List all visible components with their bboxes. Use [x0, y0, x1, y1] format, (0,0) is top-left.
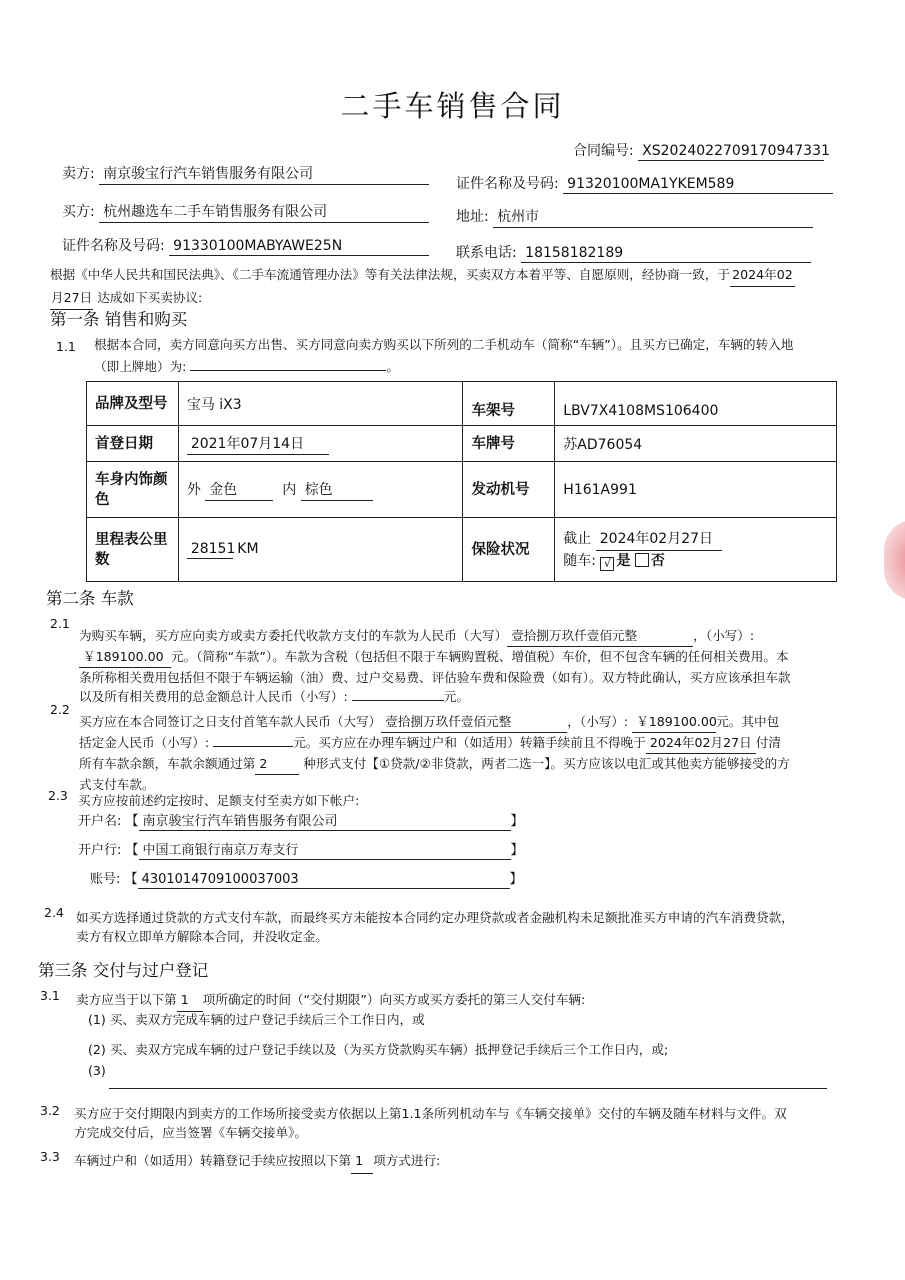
account-number-label: 账号: — [90, 872, 121, 887]
account-number-value: 4301014709100037003 — [138, 872, 510, 889]
seal-stamp-partial — [884, 520, 905, 600]
follow-no: 否 — [650, 552, 665, 569]
buyer-id-label: 证件名称及号码: — [62, 238, 165, 254]
destination-blank — [190, 369, 386, 371]
clause-text: 种形式支付【①贷款/②非贷款，两者二选一】。买方应该以电汇或其他卖方能够接受的方 — [303, 756, 790, 771]
seller-label: 卖方: — [62, 166, 95, 182]
exterior-color: 金色 — [205, 479, 273, 501]
engine-value: H161A991 — [555, 462, 837, 518]
clause-text: ，（小写）: — [567, 714, 629, 729]
intro-date-part1: 2024年02 — [730, 264, 795, 287]
clause-2-1 — [79, 626, 839, 706]
clause-text: 卖方有权立即单方解除本合同，并没收定金。 — [76, 929, 328, 944]
clause-3-3 — [74, 1150, 440, 1174]
clause-text: 括定金人民币（小写）: — [79, 735, 210, 750]
clause-text: 买方应在本合同签订之日支付首笔车款人民币（大写） — [79, 714, 382, 729]
intro-text: 根据《中华人民共和国民法典》、《二手车流通管理办法》等有关法律法规，买卖双方本着平等、自愿原则，经协商一致，于 — [50, 267, 731, 282]
clause-text: （即上牌地）为: — [94, 359, 187, 374]
contract-number — [573, 140, 830, 161]
registration-item: 1 — [351, 1150, 373, 1174]
clause-text: 条所称相关费用包括但不限于车辆运输（油）费、过户交易费、评估验车费和保险费（如有）。双方特此确认，买方应该承担车款 — [79, 670, 791, 685]
plate-label: 车牌号 — [463, 426, 555, 462]
insurance-prefix: 截止 — [563, 530, 592, 547]
account-name-label: 开户名: — [78, 814, 122, 829]
buyer-label: 买方: — [62, 204, 95, 220]
clause-2-3-text: 买方应按前述约定按时、足额支付至卖方如下帐户: — [78, 793, 360, 808]
clause-text: 如买方选择通过贷款的方式支付车款，而最终买方未能按本合同约定办理贷款或者金融机构未足额批准买方申请的汽车消费贷款， — [76, 910, 794, 925]
buyer-phone-value: 18158182189 — [521, 245, 811, 263]
clause-text: 项所确定的时间（“交付期限”）向买方或买方委托的第三人交付车辆: — [202, 992, 586, 1007]
buyer-row — [62, 201, 429, 223]
table-row — [87, 462, 837, 518]
clause-number: 2.1 — [50, 616, 70, 631]
clause-text: 买方应于交付期限内到卖方的工作场所接受卖方依据以上第1.1条所列机动车与《车辆交接单》交付的车辆及随车材料与文件。双 — [74, 1106, 787, 1121]
clause-number: 3.2 — [40, 1103, 60, 1118]
account-number-row — [90, 868, 523, 889]
payment-deadline: 2024年02月27日 — [646, 733, 756, 754]
first-payment-amount: ￥189100.00 — [632, 712, 716, 733]
table-row — [87, 426, 837, 462]
buyer-name: 杭州趣选车二手车销售服务有限公司 — [99, 201, 429, 223]
exterior-prefix: 外 — [186, 481, 201, 498]
seller-row — [62, 163, 429, 185]
vin-value: LBV7X4108MS106400 — [555, 382, 837, 426]
plate-value: 苏AD76054 — [555, 426, 837, 462]
clause-number: 3.3 — [40, 1149, 60, 1164]
page-title: 二手车销售合同 — [340, 89, 565, 123]
clause-text: 。 — [386, 359, 400, 374]
brand-label: 品牌及型号 — [87, 382, 179, 426]
buyer-address-label: 地址: — [456, 209, 489, 225]
clause-text: 方完成交付后，应当签署《车辆交接单》。 — [74, 1125, 307, 1140]
bracket: 】 — [509, 872, 523, 887]
buyer-id-row — [62, 235, 429, 256]
contract-number-value: XS2024022709170947331 — [638, 143, 824, 161]
interior-prefix: 内 — [282, 481, 297, 498]
color-label: 车身内饰颜色 — [87, 462, 179, 518]
clause-text: 所有车款余额，车款余额通过第 — [79, 756, 256, 771]
bank-label: 开户行: — [78, 843, 122, 858]
regdate-value: 2021年07月14日 — [187, 433, 329, 455]
insurance-date: 2024年02月27日 — [596, 529, 722, 551]
option-3-blank — [109, 1088, 827, 1089]
clause-text: 式支付车款。 — [79, 777, 155, 792]
brand-value: 宝马 iX3 — [178, 382, 463, 426]
buyer-address-row — [456, 206, 813, 228]
regdate-label: 首登日期 — [87, 426, 179, 462]
clause-number: 2.2 — [50, 702, 70, 717]
buyer-id-value: 91330100MABYAWE25N — [169, 238, 429, 256]
mileage-value: 28151 — [187, 541, 233, 559]
clause-text: 元。 — [443, 689, 469, 704]
article-2-heading: 第二条 车款 — [46, 589, 134, 608]
table-row — [87, 382, 837, 426]
follow-yes: 是 — [616, 552, 631, 569]
bracket: 【 — [124, 872, 138, 887]
checkbox-checked — [600, 557, 614, 571]
follow-label: 随车: — [563, 552, 597, 569]
intro-text-end: 达成如下买卖协议: — [97, 290, 203, 305]
option-2: (2) 买、卖双方完成车辆的过户登记手续以及（为买方贷款购买车辆）抵押登记手续后三个工作日内，或; — [88, 1042, 669, 1057]
seller-id-label: 证件名称及号码: — [456, 176, 559, 192]
clause-text: 付清 — [755, 735, 781, 750]
clause-text: 根据本合同，卖方同意向买方出售、买方同意向卖方购买以下所列的二手机动车（简称“车辆”）。且买方已确定，车辆的转入地 — [94, 337, 794, 352]
price-in-words: 壹拾捌万玖仟壹佰元整 — [507, 626, 693, 647]
clause-text: 以及所有相关费用的总金额总计人民币（小写）: — [79, 689, 348, 704]
option-3: (3) — [88, 1063, 106, 1078]
vehicle-info-table — [86, 381, 837, 582]
insurance-label: 保险状况 — [463, 518, 555, 582]
seller-id-value: 91320100MA1YKEM589 — [563, 176, 833, 194]
bank-row — [78, 839, 524, 860]
seller-name: 南京骏宝行汽车销售服务有限公司 — [99, 163, 429, 185]
check-mark-icon: √ — [603, 556, 611, 570]
bracket: 【 — [125, 843, 139, 858]
account-name-row — [78, 810, 524, 831]
price-amount: ￥189100.00 — [79, 647, 171, 668]
clause-text: 元。其中包 — [716, 714, 780, 729]
clause-number: 2.4 — [44, 905, 64, 920]
clause-number: 1.1 — [56, 339, 76, 354]
buyer-phone-row — [456, 242, 811, 263]
vin-label: 车架号 — [463, 382, 555, 426]
seller-id-row — [456, 173, 833, 194]
total-amount-blank — [352, 699, 444, 701]
interior-color: 棕色 — [301, 479, 373, 501]
deposit-blank — [213, 745, 293, 747]
bracket: 】 — [510, 843, 524, 858]
bracket: 】 — [510, 814, 524, 829]
intro-paragraph — [50, 264, 850, 310]
first-payment-words: 壹拾捌万玖仟壹佰元整 — [381, 712, 567, 733]
clause-1-1 — [94, 334, 854, 378]
bank-value: 中国工商银行南京万寿支行 — [139, 839, 511, 860]
buyer-phone-label: 联系电话: — [456, 245, 517, 261]
clause-text: 元。买方应在办理车辆过户和（如适用）转籍手续前且不得晚于 — [293, 735, 646, 750]
engine-label: 发动机号 — [463, 462, 555, 518]
clause-text: 项方式进行: — [373, 1153, 441, 1168]
mileage-unit: KM — [237, 540, 259, 557]
mileage-label: 里程表公里数 — [87, 518, 179, 582]
delivery-item: 1 — [177, 990, 203, 1012]
article-3-heading: 第三条 交付与过户登记 — [38, 961, 209, 980]
account-name-value: 南京骏宝行汽车销售服务有限公司 — [139, 810, 511, 831]
clause-text: ，（小写）: — [693, 628, 755, 643]
bracket: 【 — [125, 814, 139, 829]
checkbox-unchecked — [635, 553, 649, 567]
clause-text: 车辆过户和（如适用）转籍登记手续应按照以下第 — [74, 1153, 352, 1168]
clause-2-2 — [79, 712, 839, 794]
payment-method: 2 — [255, 754, 299, 775]
clause-2-4 — [76, 908, 856, 946]
article-1-heading: 第一条 销售和购买 — [50, 310, 188, 329]
buyer-address-value: 杭州市 — [493, 206, 813, 228]
clause-number: 2.3 — [48, 788, 68, 803]
option-1: (1) 买、卖双方完成车辆的过户登记手续后三个工作日内，或 — [88, 1012, 425, 1027]
clause-text: 卖方应当于以下第 — [76, 992, 177, 1007]
clause-number: 3.1 — [40, 988, 60, 1003]
intro-date-part2: 月27日 — [50, 287, 93, 310]
contract-number-label: 合同编号: — [573, 143, 634, 159]
clause-3-2 — [74, 1104, 854, 1142]
clause-text: 元。（简称“车款”）。车款为含税（包括但不限于车辆购置税、增值税）车价，但不包含车辆的任何相关费用。本 — [171, 649, 789, 664]
table-row — [87, 518, 837, 582]
clause-text: 为购买车辆，买方应向卖方或卖方委托代收款方支付的车款为人民币（大写） — [79, 628, 508, 643]
